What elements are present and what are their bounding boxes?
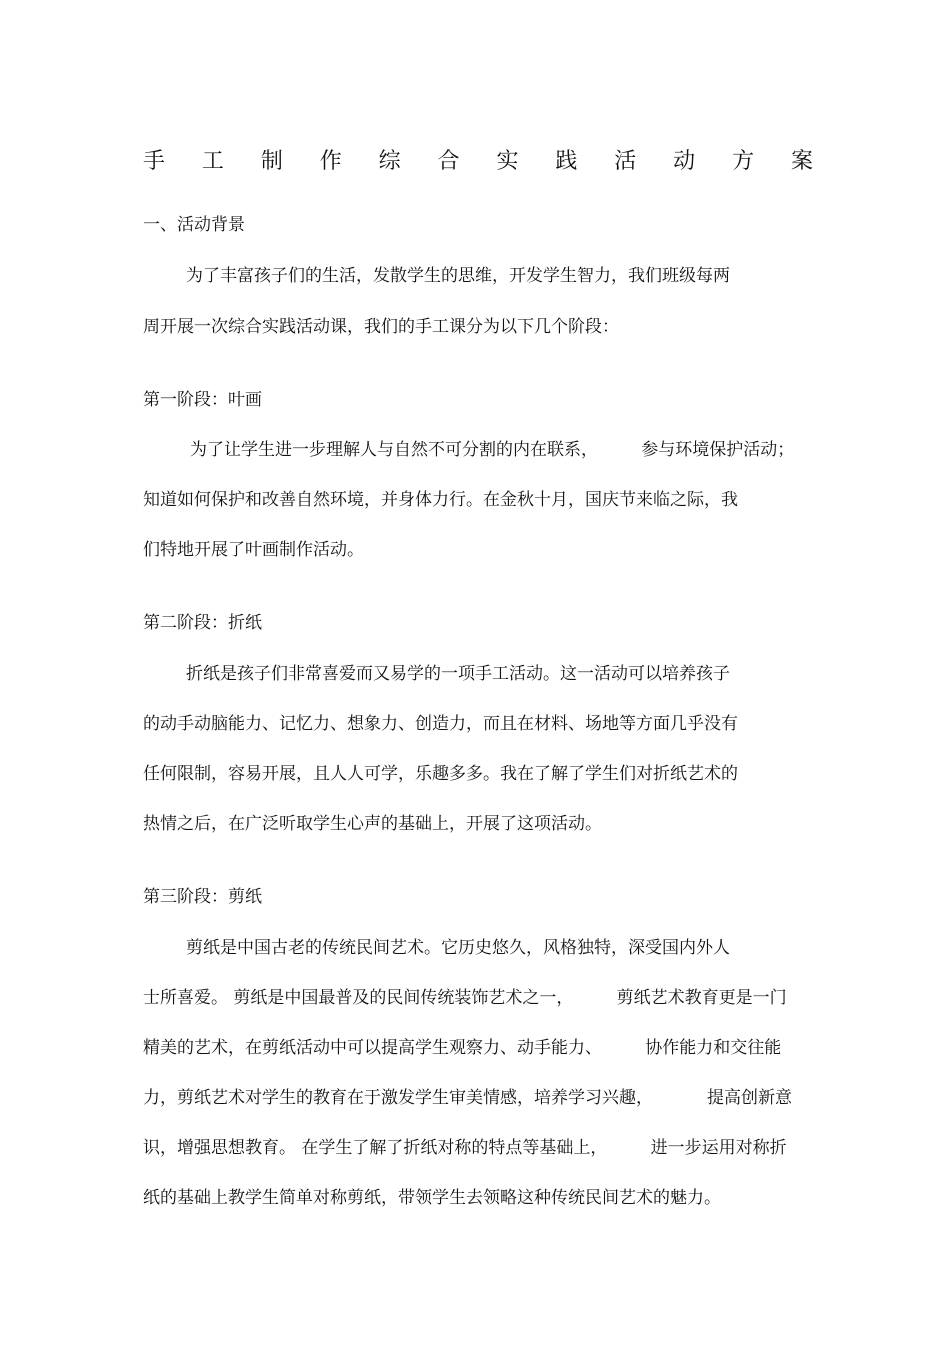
paragraph-line: 周开展一次综合实践活动课，我们的手工课分为以下几个阶段： [143, 317, 619, 337]
paragraph-line: 力，剪纸艺术对学生的教育在于激发学生审美情感，培养学习兴趣， 提高创新意 [143, 1088, 793, 1108]
title-char: 活 [614, 149, 637, 174]
section-heading-stage1: 第一阶段：叶画 [143, 390, 262, 410]
paragraph-line: 识，增强思想教育。 在学生了解了折纸对称的特点等基础上， 进一步运用对称折 [143, 1138, 787, 1158]
section-heading-stage3: 第三阶段：剪纸 [143, 887, 262, 907]
paragraph-line: 为了丰富孩子们的生活，发散学生的思维，开发学生智力，我们班级每两 [186, 266, 730, 286]
title-char: 方 [732, 149, 755, 174]
paragraph-line: 为了让学生进一步理解人与自然不可分割的内在联系， 参与环境保护活动； [190, 440, 795, 460]
paragraph-line: 精美的艺术，在剪纸活动中可以提高学生观察力、动手能力、 协作能力和交往能 [143, 1038, 782, 1058]
title-char: 动 [673, 149, 696, 174]
title-char: 手 [143, 149, 166, 174]
paragraph-line: 的动手动脑能力、记忆力、想象力、创造力，而且在材料、场地等方面几乎没有 [143, 714, 738, 734]
section-heading-stage2: 第二阶段：折纸 [143, 613, 262, 633]
title-char: 合 [437, 149, 460, 174]
title-char: 工 [201, 149, 224, 174]
paragraph-line: 纸的基础上教学生简单对称剪纸，带领学生去领略这种传统民间艺术的魅力。 [143, 1188, 721, 1208]
paragraph-line: 剪纸是中国古老的传统民间艺术。它历史悠久，风格独特，深受国内外人 [186, 938, 730, 958]
paragraph-line: 士所喜爱。 剪纸是中国最普及的民间传统装饰艺术之一， 剪纸艺术教育更是一门 [143, 988, 787, 1008]
title-char: 作 [319, 149, 342, 174]
title-char: 践 [555, 149, 578, 174]
title-char: 案 [790, 149, 813, 174]
section-heading-background: 一、活动背景 [143, 215, 245, 235]
title-char: 综 [378, 149, 401, 174]
title-char: 实 [496, 149, 519, 174]
paragraph-line: 知道如何保护和改善自然环境，并身体力行。在金秋十月，国庆节来临之际，我 [143, 490, 738, 510]
paragraph-line: 热情之后，在广泛听取学生心声的基础上，开展了这项活动。 [143, 814, 602, 834]
paragraph-line: 任何限制，容易开展，且人人可学，乐趣多多。我在了解了学生们对折纸艺术的 [143, 764, 738, 784]
title-char: 制 [260, 149, 283, 174]
document-title [143, 145, 813, 179]
paragraph-line: 们特地开展了叶画制作活动。 [143, 540, 364, 560]
paragraph-line: 折纸是孩子们非常喜爱而又易学的一项手工活动。这一活动可以培养孩子 [186, 664, 730, 684]
